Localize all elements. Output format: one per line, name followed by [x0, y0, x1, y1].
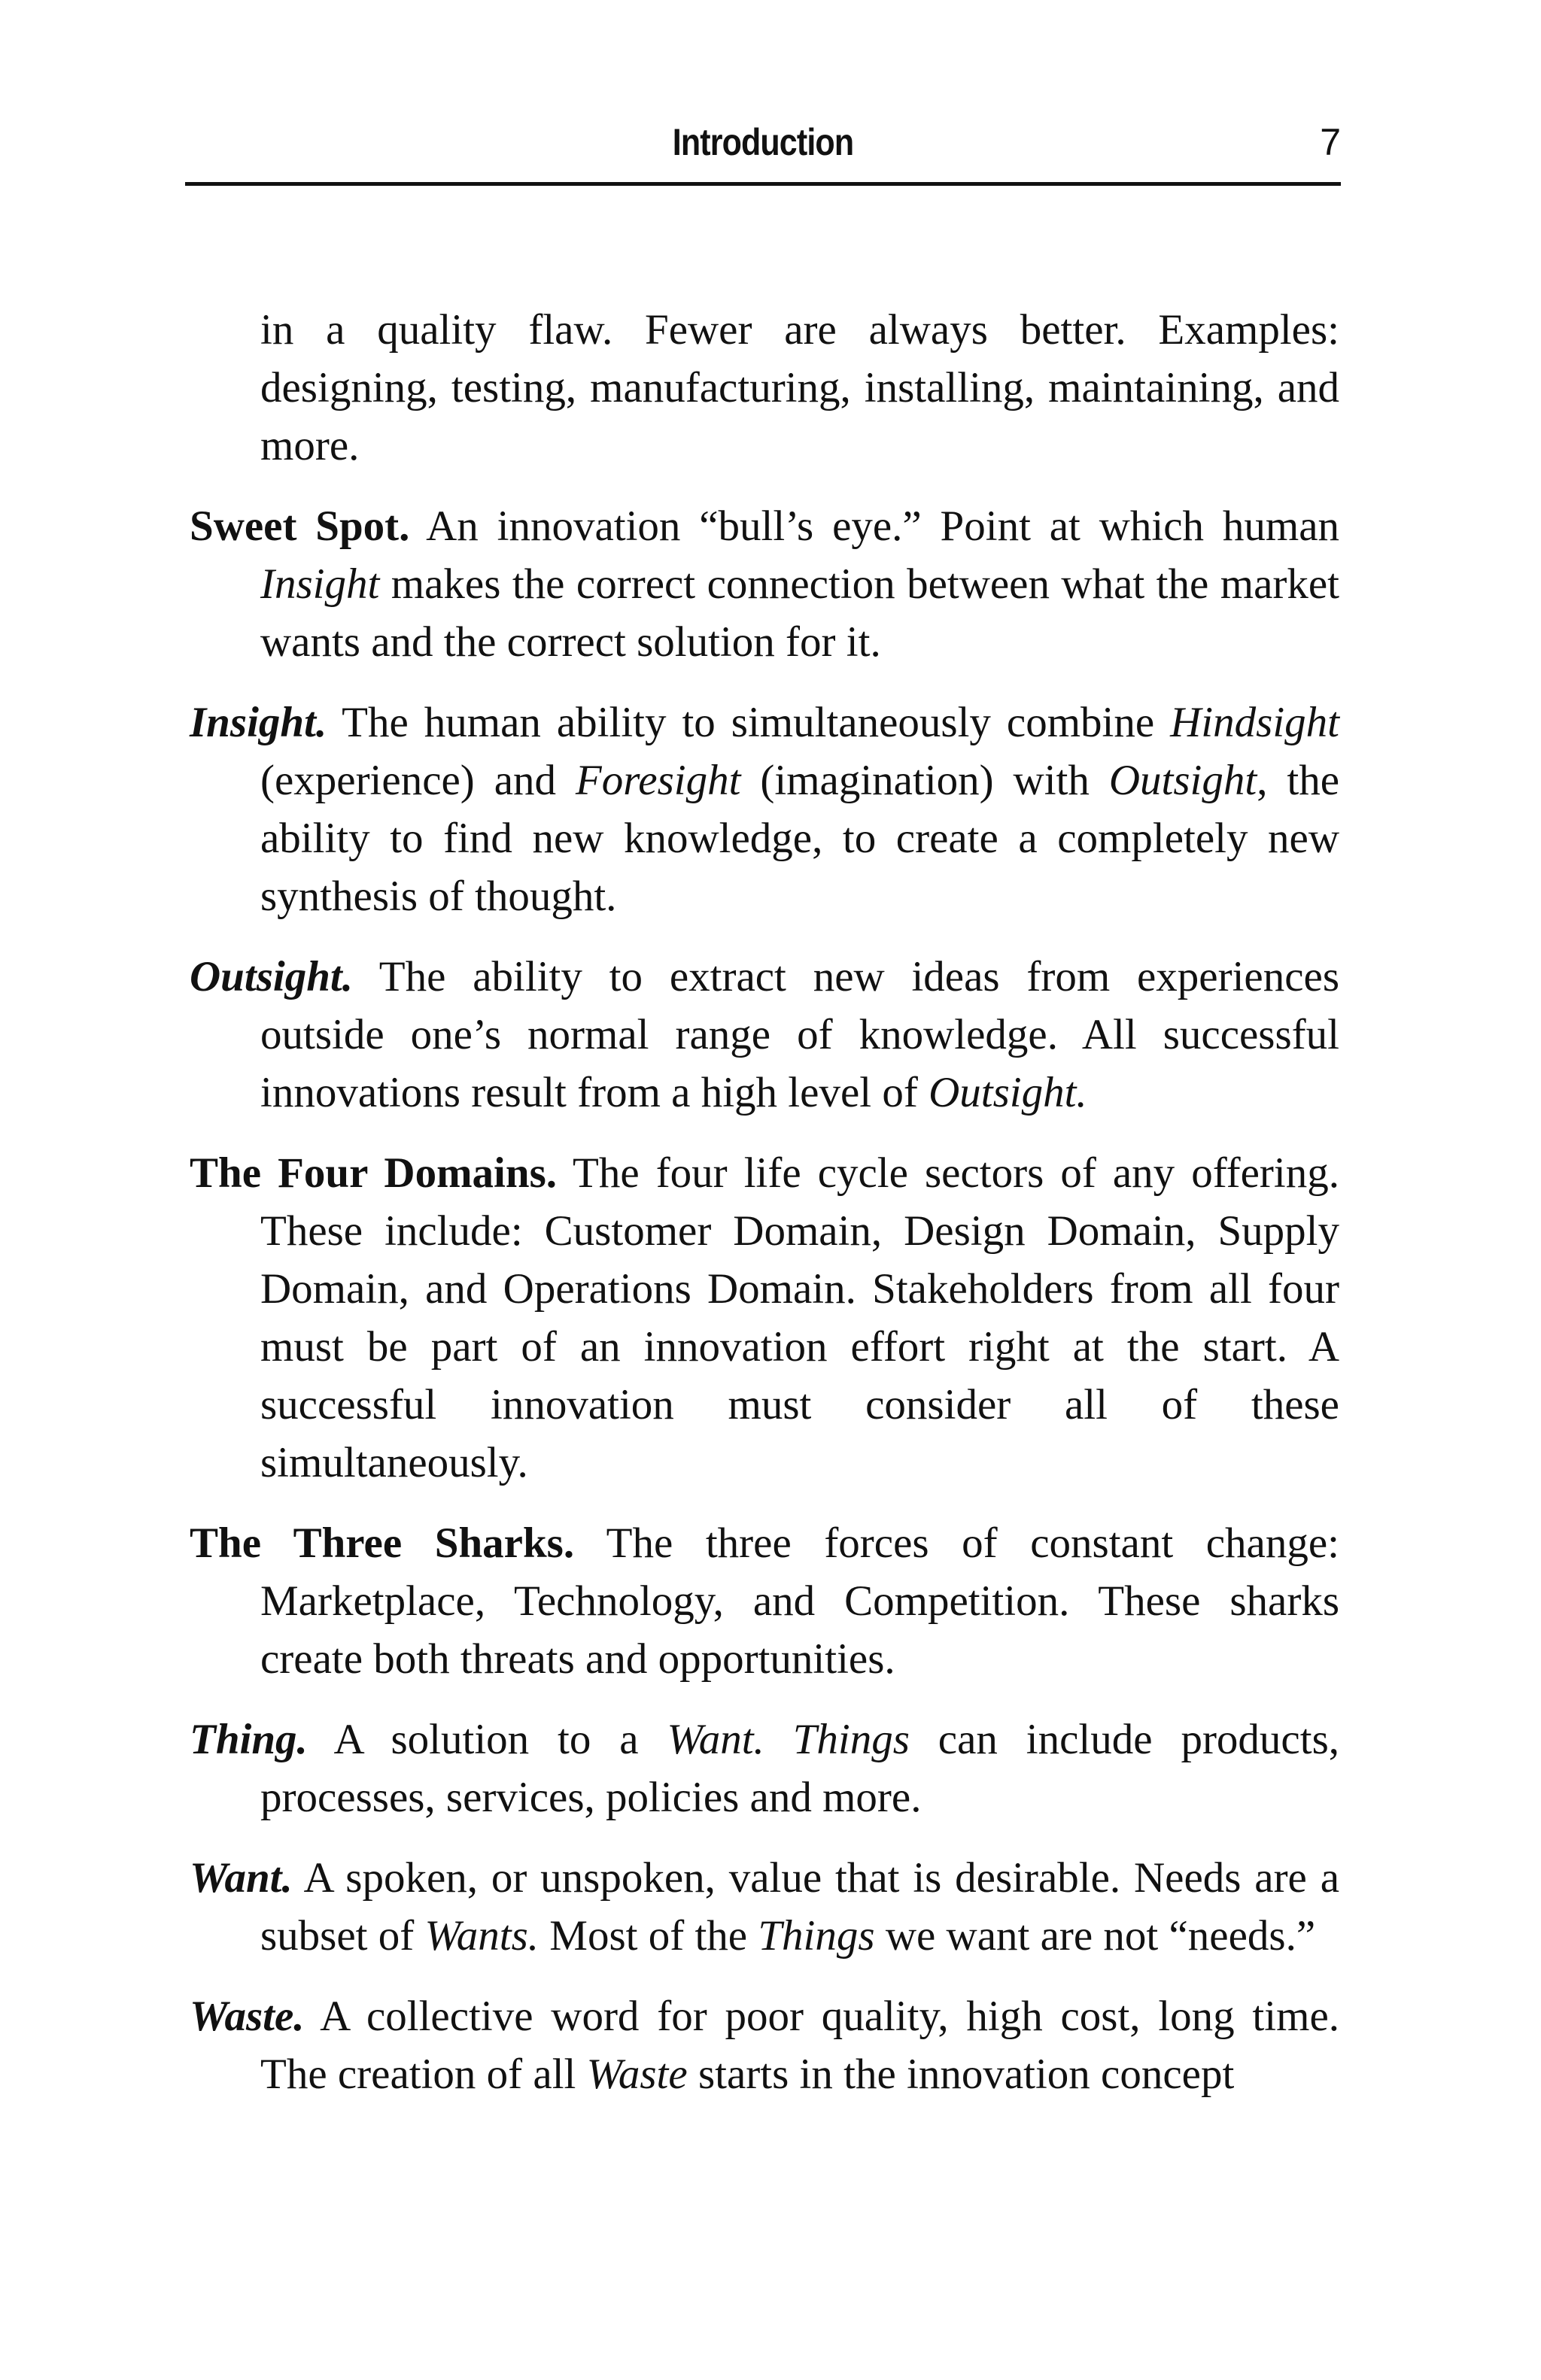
glossary-term: Outsight.	[190, 953, 354, 1000]
definition-text: The three forces of constant change: Marketplace, Technology, and Competition. These sharks create both threats and opportunities.	[260, 1519, 1339, 1683]
italic-term: Things	[758, 1912, 875, 1960]
glossary-entry-sweet-spot	[190, 497, 1339, 671]
definition-text: (experience) and	[260, 757, 576, 804]
italic-term: Things	[792, 1716, 910, 1763]
glossary-term: The Four Domains.	[190, 1149, 558, 1197]
glossary-term: Thing.	[190, 1716, 308, 1763]
glossary-entry-outsight	[190, 948, 1339, 1122]
definition-text	[764, 1716, 793, 1763]
glossary-term: The Three Sharks.	[190, 1519, 575, 1567]
definition-text: A spoken, or unspoken, value that is desirable. Needs are a subset of	[260, 1854, 1339, 1960]
glossary-entry-waste	[190, 1987, 1339, 2103]
definition-text: makes the correct connection between what the market wants and the correct solution for it.	[260, 560, 1339, 666]
glossary-entry-want	[190, 1849, 1339, 1965]
italic-term: Foresight	[575, 757, 741, 804]
definition-text: Most of the	[539, 1912, 758, 1960]
definition-text: can include products, processes, services, policies and more.	[260, 1716, 1340, 1821]
italic-term: Outsight.	[929, 1069, 1087, 1116]
definition-text: A solution to a	[307, 1716, 667, 1763]
italic-term: Hindsight	[1170, 699, 1339, 746]
italic-term: Want.	[667, 1716, 764, 1763]
running-head	[185, 110, 1341, 186]
glossary-entry-three-sharks	[190, 1514, 1339, 1688]
glossary-term: Waste.	[190, 1993, 305, 2040]
glossary-entry-four-domains	[190, 1144, 1339, 1492]
definition-text: The ability to extract new ideas from experiences outside one’s normal range of knowledge. All successful innovations result from a high level of	[260, 953, 1339, 1116]
italic-term: Waste	[586, 2051, 688, 2098]
definition-text: The human ability to simultaneously combine	[327, 699, 1171, 746]
definition-text: starts in the innovation concept	[687, 2051, 1235, 2098]
glossary-term: Want.	[190, 1854, 293, 1902]
page-number: 7	[1320, 121, 1341, 163]
glossary-term: Insight.	[190, 699, 327, 746]
glossary-entry-insight	[190, 694, 1339, 925]
definition-text: The four life cycle sectors of any offering. These include: Customer Domain, Design Domain, Supply Domain, and Operations Domain. Stakeholders from all four must be part of an innovation effort right at the start. A successful innovation must consider all of these simultaneously.	[260, 1149, 1339, 1486]
definition-text: , the ability to find new knowledge, to create a completely new synthesis of thought.	[260, 757, 1339, 920]
glossary-entry-thing	[190, 1711, 1339, 1826]
italic-term: Insight	[260, 560, 380, 608]
definition-text: A collective word for poor quality, high cost, long time. The creation of all	[260, 1993, 1339, 2098]
continued-paragraph: in a quality flaw. Fewer are always better. Examples: designing, testing, manufacturing, installing, maintaining, and more.	[260, 306, 1339, 469]
definition-text: (imagination) with	[740, 757, 1109, 804]
chapter-title: Introduction	[672, 121, 854, 163]
definition-text: we want are not “needs.”	[874, 1912, 1316, 1960]
italic-term: Wants.	[424, 1912, 540, 1960]
glossary-body	[190, 301, 1339, 2103]
glossary-term: Sweet Spot.	[190, 502, 410, 550]
italic-term: Outsight	[1108, 757, 1257, 804]
definition-text: An innovation “bull’s eye.” Point at which human	[409, 502, 1339, 550]
